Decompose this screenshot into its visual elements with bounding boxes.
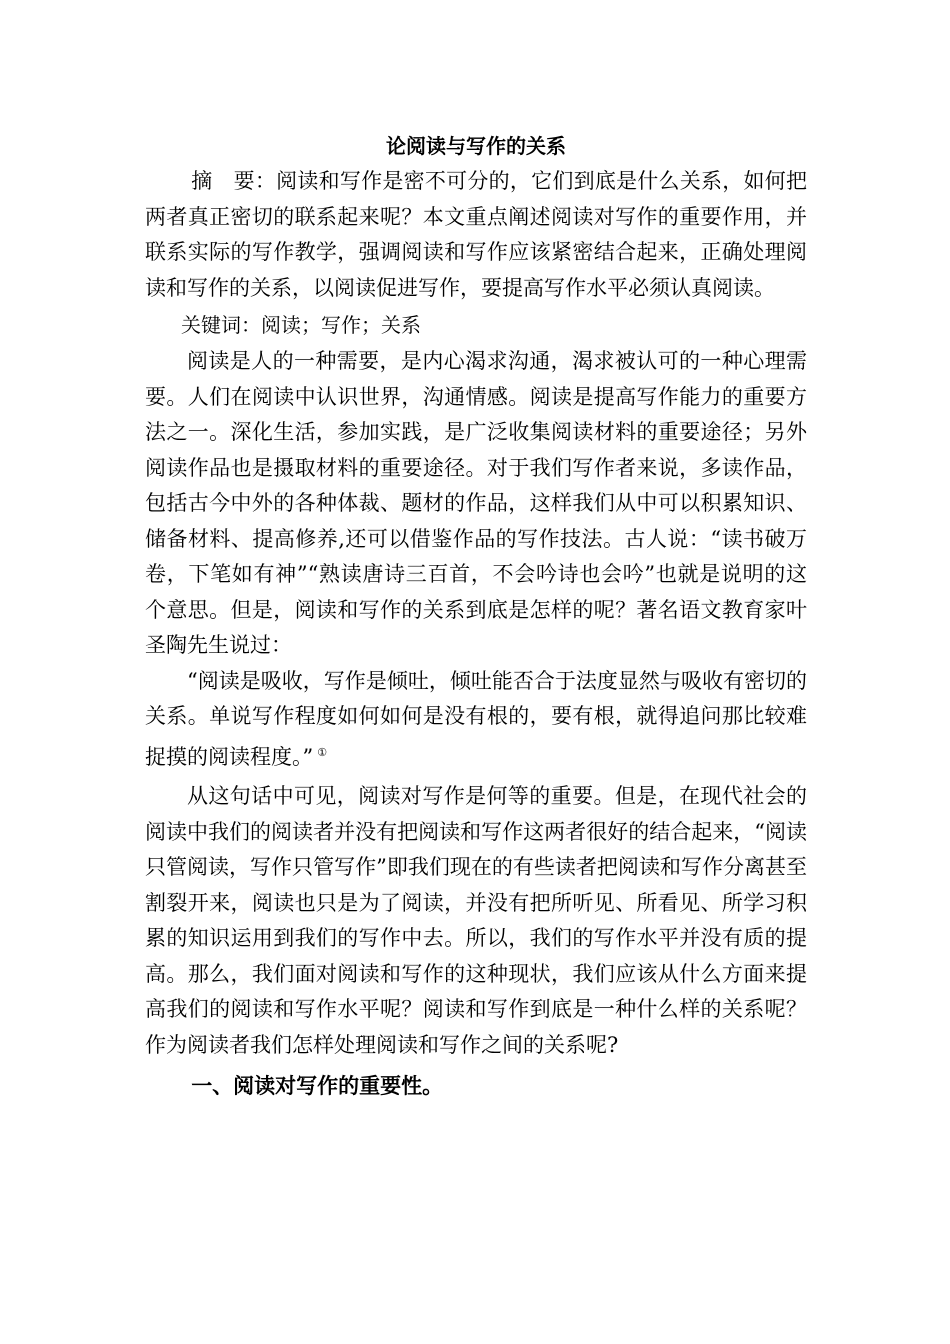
quote-text: “阅读是吸收，写作是倾吐，倾吐能否合于法度显然与吸收有密切的关系。单说写作程度如何如何是没有根的，要有根，就得追问那比较难捉摸的阅读程度。” <box>145 668 807 769</box>
body-paragraph-1: 阅读是人的一种需要，是内心渴求沟通，渴求被认可的一种心理需要。人们在阅读中认识世界，沟通情感。阅读是提高写作能力的重要方法之一。深化生活，参加实践，是广泛收集阅读材料的重要途径；另外阅读作品也是摄取材料的重要途径。对于我们写作者来说，多读作品，包括古今中外的各种体裁、题材的作品，这样我们从中可以积累知识、储备材料、提高修养,还可以借鉴作品的写作技法。古人说：“读书破万卷，下笔如有神”“熟读唐诗三百首，不会吟诗也会吟”也就是说明的这个意思。但是，阅读和写作的关系到底是怎样的呢？著名语文教育家叶圣陶先生说过： <box>145 349 807 657</box>
body-paragraph-2: 从这句话中可见，阅读对写作是何等的重要。但是，在现代社会的阅读中我们的阅读者并没有把阅读和写作这两者很好的结合起来，“阅读只管阅读，写作只管写作”即我们现在的有些读者把阅读和写作分离甚至割裂开来，阅读也只是为了阅读，并没有把所听见、所看见、所学习积累的知识运用到我们的写作中去。所以，我们的写作水平并没有质的提高。那么，我们面对阅读和写作的这种现状，我们应该从什么方面来提高我们的阅读和写作水平呢？阅读和写作到底是一种什么样的关系呢？作为阅读者我们怎样处理阅读和写作之间的关系呢? <box>145 784 807 1057</box>
document-title: 论阅读与写作的关系 <box>386 134 566 158</box>
abstract-label: 摘 要： <box>191 169 277 193</box>
footnote-marker: ① <box>317 745 328 759</box>
document-page <box>145 128 807 1105</box>
quote-paragraph <box>145 664 807 776</box>
abstract-text: 阅读和写作是密不可分的，它们到底是什么关系，如何把两者真正密切的联系起来呢？本文重点阐述阅读对写作的重要作用，并联系实际的写作教学，强调阅读和写作应该紧密结合起来，正确处理阅读和写作的关系，以阅读促进写作，要提高写作水平必须认真阅读。 <box>145 169 808 300</box>
keywords-line: 关键词：阅读；写作；关系 <box>181 313 421 337</box>
section-heading: 一、阅读对写作的重要性。 <box>191 1073 444 1098</box>
abstract-paragraph <box>145 164 807 306</box>
